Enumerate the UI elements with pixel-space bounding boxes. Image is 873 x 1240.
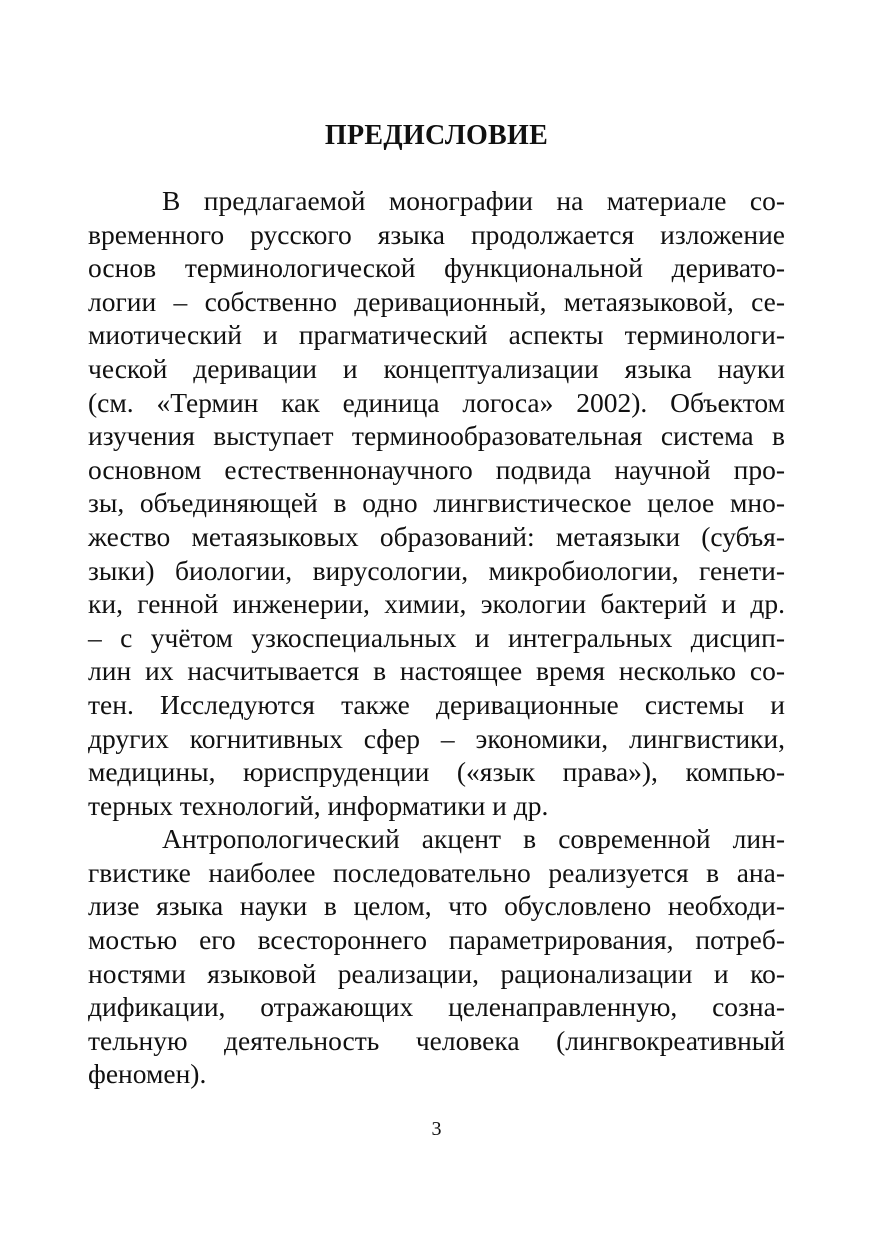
text-line: лин их насчитывается в настоящее время несколько со- — [88, 655, 785, 687]
text-line: основ терминологической функциональной деривато- — [88, 252, 785, 284]
text-line: основном естественнонаучного подвида научной про- — [88, 453, 785, 485]
text-line: изучения выступает терминообразовательная система в — [88, 420, 785, 452]
text-line: – с учётом узкоспециальных и интегральных дисцип- — [88, 621, 785, 653]
text-line: зыки) биологии, вирусологии, микробиологии, генети- — [88, 554, 785, 586]
text-line: ностями языковой реализации, рационализации и ко- — [88, 957, 785, 989]
text-line: временного русского языка продолжается изложение — [88, 218, 785, 250]
text-line: гвистике наиболее последовательно реализуется в ана- — [88, 856, 785, 888]
text-line: жество метаязыковых образований: метаязыки (субъя- — [88, 520, 785, 552]
text-line: тельную деятельность человека (лингвокреативный — [88, 1024, 785, 1056]
text-line: лизе языка науки в целом, что обусловлено необходи- — [88, 890, 785, 922]
text-line: тен. Исследуются также деривационные системы и — [88, 688, 785, 720]
text-line: логии – собственно деривационный, метаязыковой, се- — [88, 285, 785, 317]
text-line: терных технологий, информатики и др. — [88, 789, 549, 821]
text-line: миотический и прагматический аспекты терминологи- — [88, 319, 785, 351]
text-line: дификации, отражающих целенаправленную, созна- — [88, 991, 785, 1023]
text-line: мостью его всестороннего параметрирования, потреб- — [88, 924, 785, 956]
paragraph-1 — [88, 184, 785, 822]
text-line: В предлагаемой монографии на материале со- — [162, 185, 785, 216]
text-line: ческой деривации и концептуализации языка науки — [88, 352, 785, 384]
text-line: ки, генной инженерии, химии, экологии бактерий и др. — [88, 588, 785, 620]
text-line: медицины, юриспруденции («язык права»), компью- — [88, 756, 785, 788]
text-line: других когнитивных сфер – экономики, лингвистики, — [88, 722, 785, 754]
body-text — [88, 184, 785, 1091]
text-line: зы, объединяющей в одно лингвистическое целое мно- — [88, 487, 785, 519]
page-number: 3 — [431, 1118, 442, 1140]
text-line: феномен). — [88, 1058, 207, 1090]
page-title: ПРЕДИСЛОВИЕ — [324, 120, 549, 151]
paragraph-2 — [88, 822, 785, 1091]
text-line: Антропологический акцент в современной лин- — [162, 823, 785, 855]
text-line: (см. «Термин как единица логоса» 2002). Объектом — [88, 386, 785, 418]
